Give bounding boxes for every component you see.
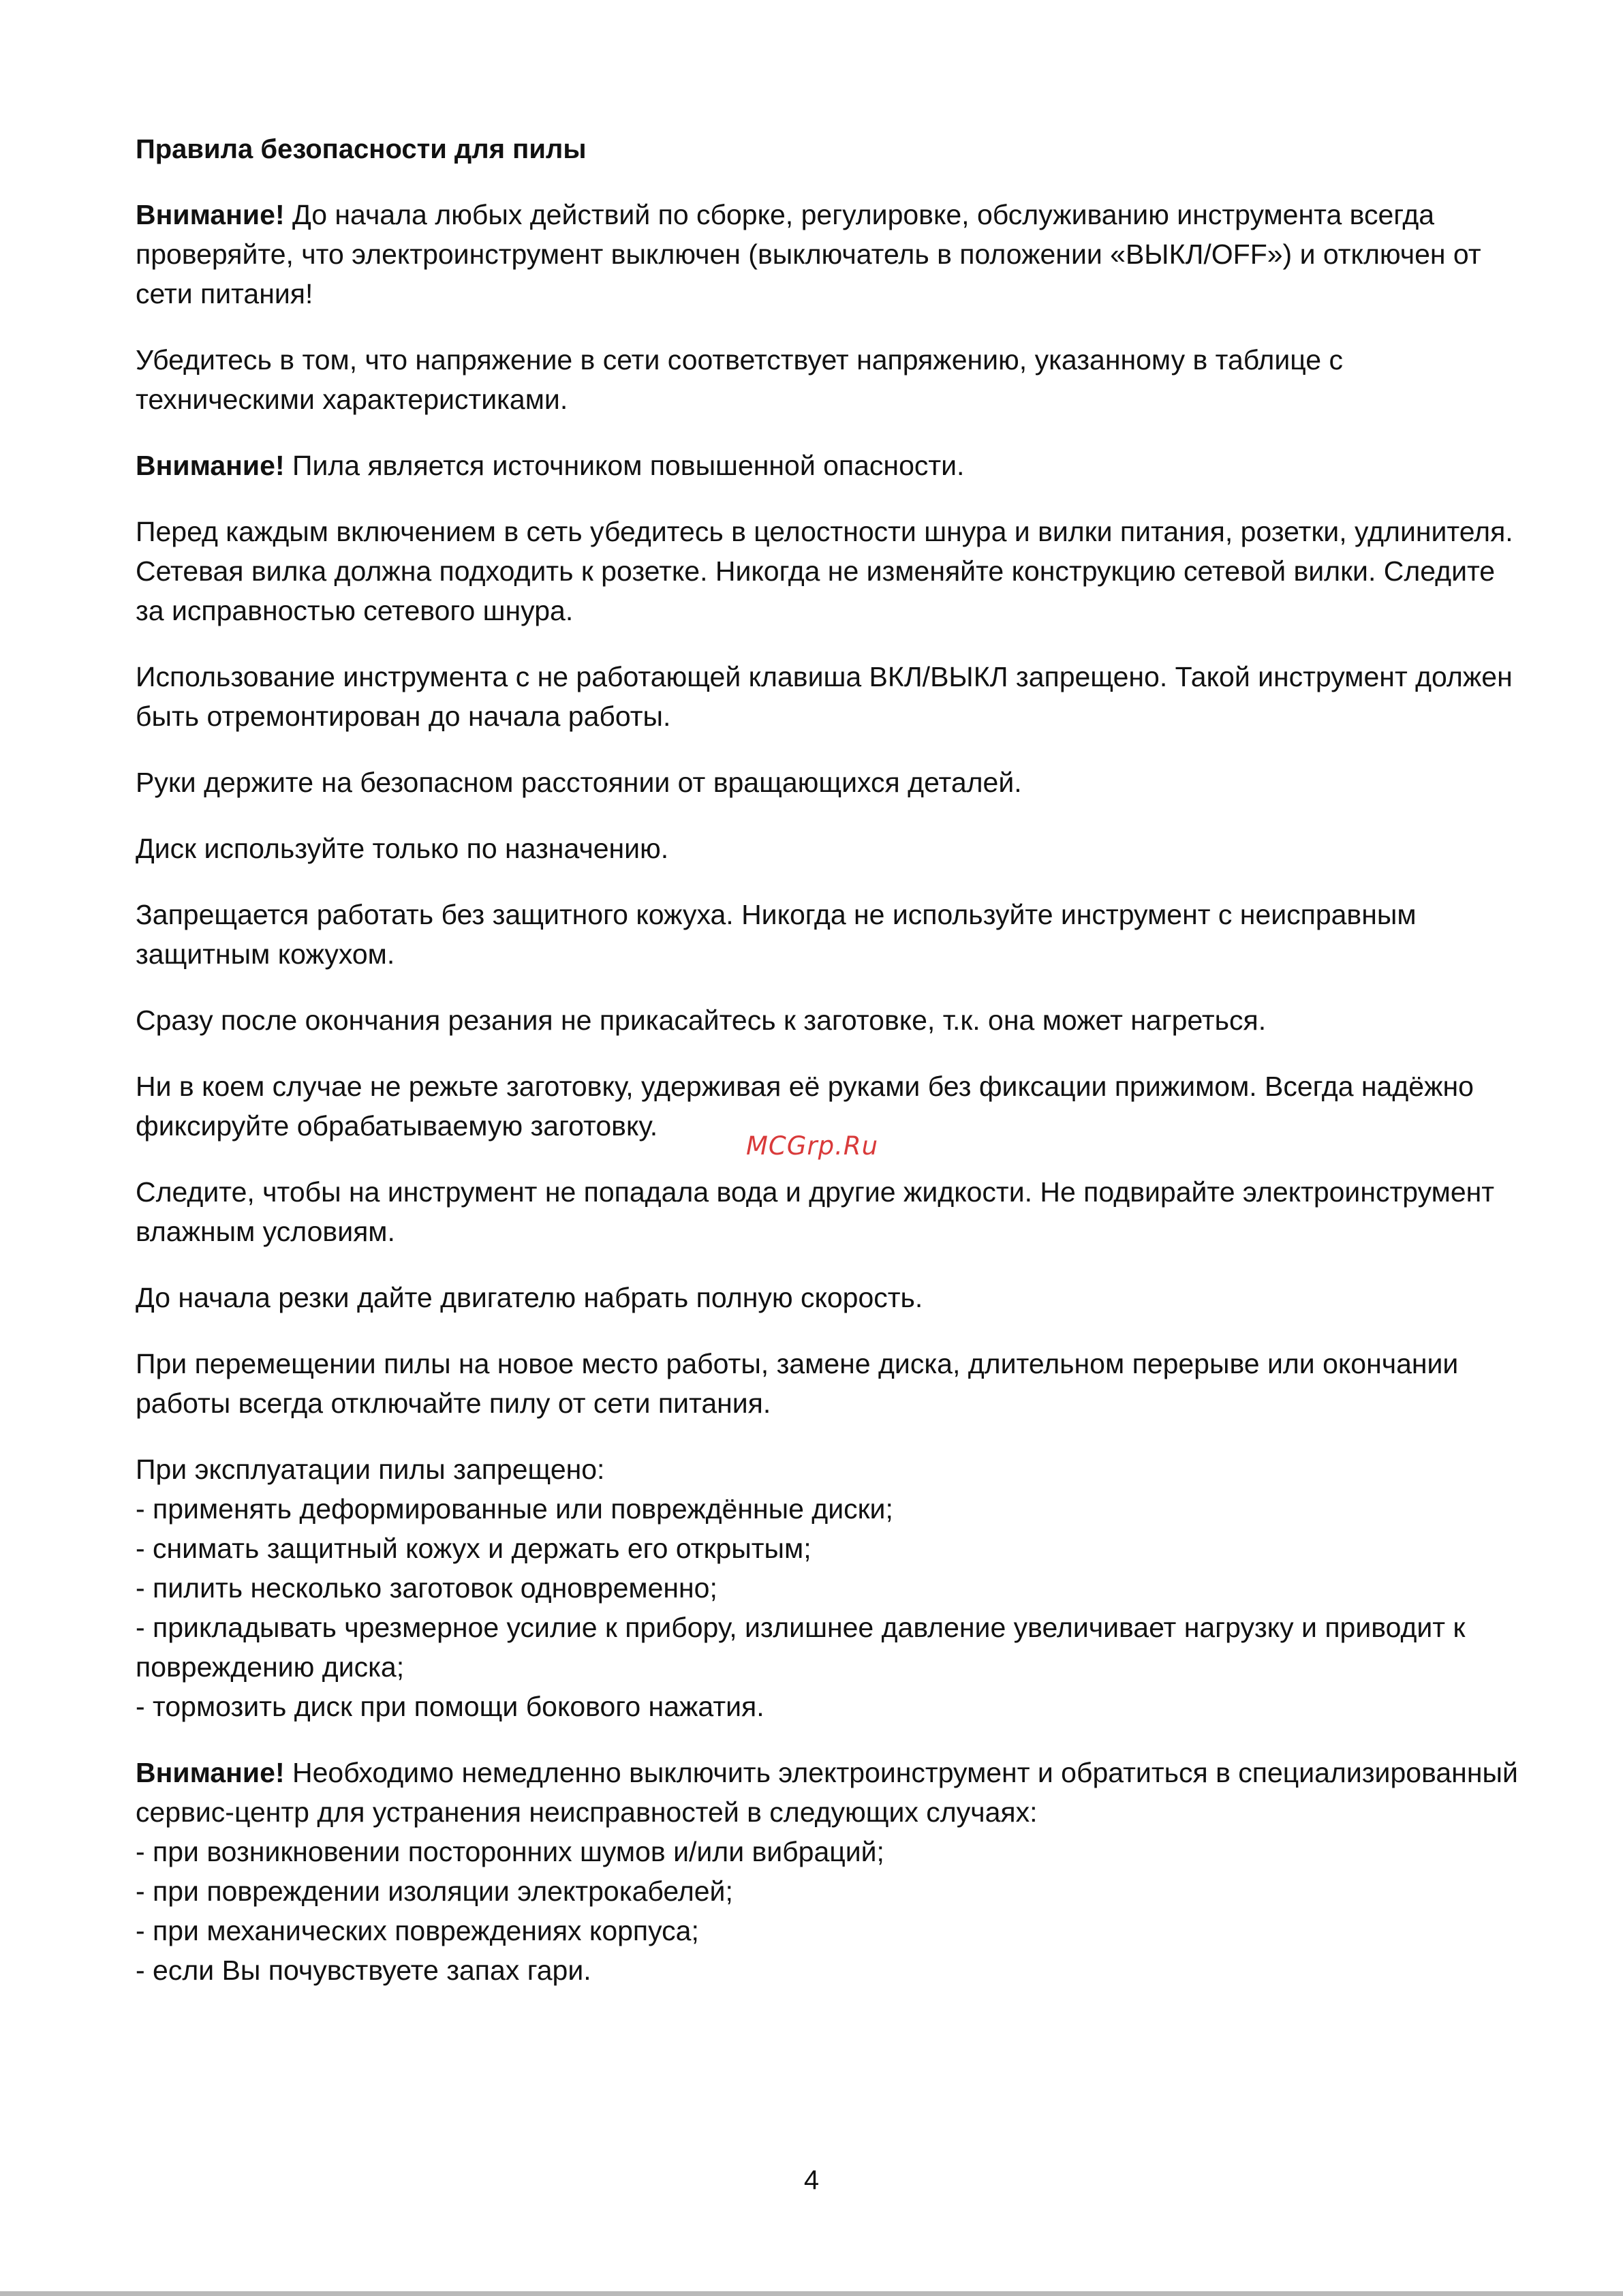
page-title: Правила безопасности для пилы (136, 134, 587, 164)
warning-label: Внимание! (136, 199, 285, 230)
list-item: - тормозить диск при помощи бокового нажатия. (136, 1691, 764, 1722)
warning-2-text: Пила является источником повышенной опасности. (284, 450, 965, 481)
paragraph-hands: Руки держите на безопасном расстоянии от вращающихся деталей. (136, 767, 1022, 798)
warning-1-text: До начала любых действий по сборке, регулировке, обслуживанию инструмента всегда проверяйте, что электроинструмент выключен (выключатель в положении «ВЫКЛ/OFF») и отключен от сети питания! (136, 199, 1481, 309)
list-item: - при повреждении изоляции электрокабелей; (136, 1876, 733, 1907)
paragraph-warning-2 (136, 446, 1526, 485)
paragraph-clamp: Ни в коем случае не режьте заготовку, удерживая её руками без фиксации прижимом. Всегда надёжно фиксируйте обрабатываемую заготовку. (136, 1071, 1474, 1142)
prohibited-intro: При эксплуатации пилы запрещено: (136, 1454, 605, 1485)
list-item: - применять деформированные или повреждённые диски; (136, 1493, 893, 1525)
watermark: MCGrp.Ru (746, 1131, 879, 1161)
page-number: 4 (803, 2165, 820, 2195)
list-item: - пилить несколько заготовок одновременно; (136, 1572, 717, 1604)
paragraph-warning-1 (136, 195, 1526, 313)
final-warning-intro (136, 1753, 1526, 1832)
final-warning (136, 1753, 1526, 1990)
paragraph-switch: Использование инструмента с не работающей клавиша ВКЛ/ВЫКЛ запрещено. Такой инструмент должен быть отремонтирован до начала работы. (136, 661, 1513, 732)
paragraph-guard: Запрещается работать без защитного кожуха. Никогда не используйте инструмент с неисправным защитным кожухом. (136, 899, 1417, 970)
paragraph-voltage: Убедитесь в том, что напряжение в сети соответствует напряжению, указанному в таблице с техническими характеристиками. (136, 344, 1343, 415)
paragraph-unplug: При перемещении пилы на новое место работы, замене диска, длительном перерыве или окончании работы всегда отключайте пилу от сети питания. (136, 1348, 1459, 1419)
final-warning-text: Необходимо немедленно выключить электроинструмент и обратиться в специализированный сервис-центр для устранения неисправностей в следующих случаях: (136, 1757, 1518, 1828)
list-item: - если Вы почувствуете запах гари. (136, 1955, 591, 1986)
page-bottom-divider (0, 2291, 1623, 2296)
paragraph-speed: До начала резки дайте двигателю набрать полную скорость. (136, 1282, 923, 1313)
list-item: - прикладывать чрезмерное усилие к прибору, излишнее давление увеличивает нагрузку и приводит к повреждению диска; (136, 1612, 1466, 1683)
paragraph-water: Следите, чтобы на инструмент не попадала вода и другие жидкости. Не подвирайте электроинструмент влажным условиям. (136, 1176, 1495, 1247)
list-item: - при возникновении посторонних шумов и/или вибраций; (136, 1836, 884, 1867)
paragraph-disc: Диск используйте только по назначению. (136, 833, 669, 864)
list-item: - при механических повреждениях корпуса; (136, 1915, 699, 1946)
list-item: - снимать защитный кожух и держать его открытым; (136, 1533, 812, 1564)
paragraph-cord: Перед каждым включением в сеть убедитесь в целостности шнура и вилки питания, розетки, удлинителя. Сетевая вилка должна подходить к розетке. Никогда не изменяйте конструкцию сетевой вилки. Следите за исправностью сетевого шнура. (136, 516, 1513, 626)
prohibited-list (136, 1450, 1526, 1726)
paragraph-hot-workpiece: Сразу после окончания резания не прикасайтесь к заготовке, т.к. она может нагреться. (136, 1005, 1267, 1036)
warning-label: Внимание! (136, 1757, 285, 1788)
document-page (136, 129, 1526, 2017)
warning-label: Внимание! (136, 450, 285, 481)
